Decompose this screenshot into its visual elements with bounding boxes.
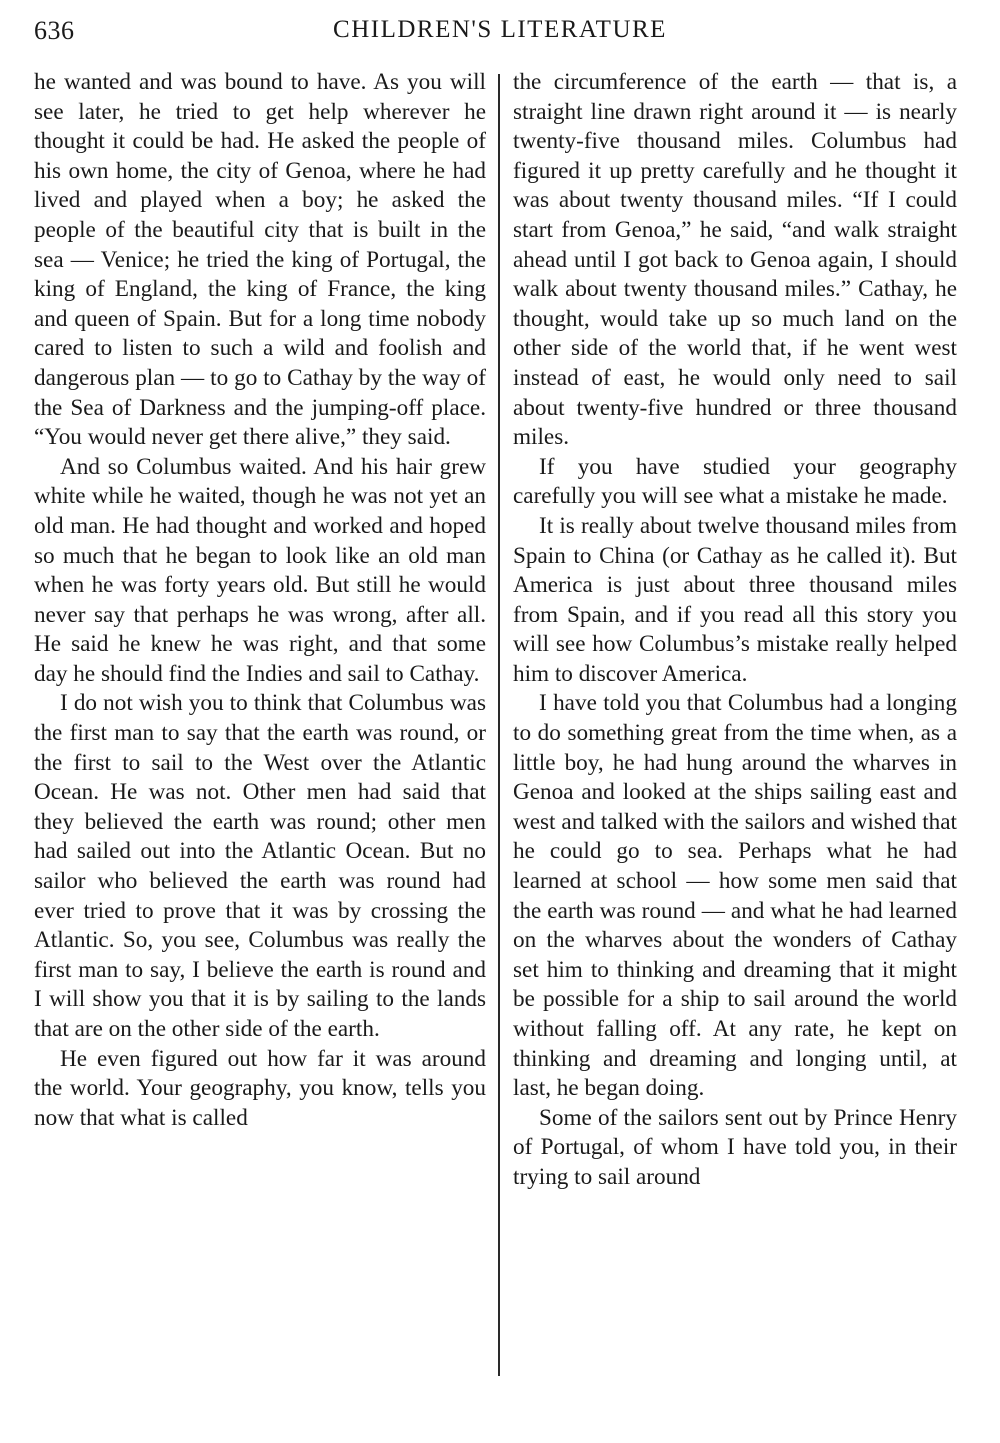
column-divider: [498, 74, 500, 1376]
paragraph: If you have studied your geography carefully you will see what a mistake he made.: [513, 453, 957, 510]
paragraph: Some of the sailors sent out by Prince Henry of Portugal, of whom I have told you, in their trying to sail around: [513, 1104, 957, 1190]
page-header: [0, 12, 1000, 52]
paragraph: He even figured out how far it was around the world. Your geography, you know, tells you now that what is called: [34, 1045, 486, 1131]
right-column: [513, 68, 957, 1193]
paragraph: I have told you that Columbus had a longing to do something great from the time when, as a little boy, he had hung around the wharves in Genoa and looked at the ships sailing east and west and talked with the sailors and wished that he could go to sea. Perhaps what he had learned at school — how some men said that the earth was round — and what he had learned on the wharves about the wonders of Cathay set him to thinking and dreaming that it might be possible for a ship to sail around the world without falling off. At any rate, he kept on thinking and dreaming and longing until, at last, he began doing.: [513, 690, 957, 1102]
paragraph: And so Columbus waited. And his hair grew white while he waited, though he was not yet an old man. He had thought and worked and hoped so much that he began to look like an old man when he was forty years old. But still he would never say that perhaps he was wrong, after all. He said he knew he was right, and that some day he should find the Indies and sail to Cathay.: [34, 453, 486, 687]
running-title: CHILDREN'S LITERATURE: [333, 16, 667, 43]
paragraph: the circumference of the earth — that is, a straight line drawn right around it — is nearly twenty-five thousand miles. Columbus had figured it up pretty carefully and he thought it was about twenty thousand miles. “If I could start from Genoa,” he said, “and walk straight ahead until I got back to Genoa again, I should walk about twenty thousand miles.” Cathay, he thought, would take up so much land on the other side of the world that, if he went west instead of east, he would only need to sail about twenty-five hundred or three thousand miles.: [513, 69, 957, 451]
left-column: [34, 68, 486, 1133]
paragraph: It is really about twelve thousand miles from Spain to China (or Cathay as he called it). But America is just about three thousand miles from Spain, and if you read all this story you will see how Columbus’s mistake really helped him to discover America.: [513, 512, 957, 687]
paragraph: I do not wish you to think that Columbus was the first man to say that the earth was round, or the first to sail to the West over the Atlantic Ocean. He was not. Other men had said that they believed the earth was round; other men had sailed out into the Atlantic Ocean. But no sailor who believed the earth was round had ever tried to prove that it was by crossing the Atlantic. So, you see, Columbus was really the first man to say, I believe the earth is round and I will show you that it is by sailing to the lands that are on the other side of the earth.: [34, 690, 486, 1042]
paragraph: he wanted and was bound to have. As you will see later, he tried to get help wherever he thought it could be had. He asked the people of his own home, the city of Genoa, where he had lived and played when a boy; he asked the people of the beautiful city that is built in the sea — Venice; he tried the king of Portugal, the king of England, the king of France, the king and queen of Spain. But for a long time nobody cared to listen to such a wild and foolish and dangerous plan — to go to Cathay by the way of the Sea of Darkness and the jumping-off place. “You would never get there alive,” they said.: [34, 69, 486, 451]
page-number: 636: [34, 16, 75, 45]
